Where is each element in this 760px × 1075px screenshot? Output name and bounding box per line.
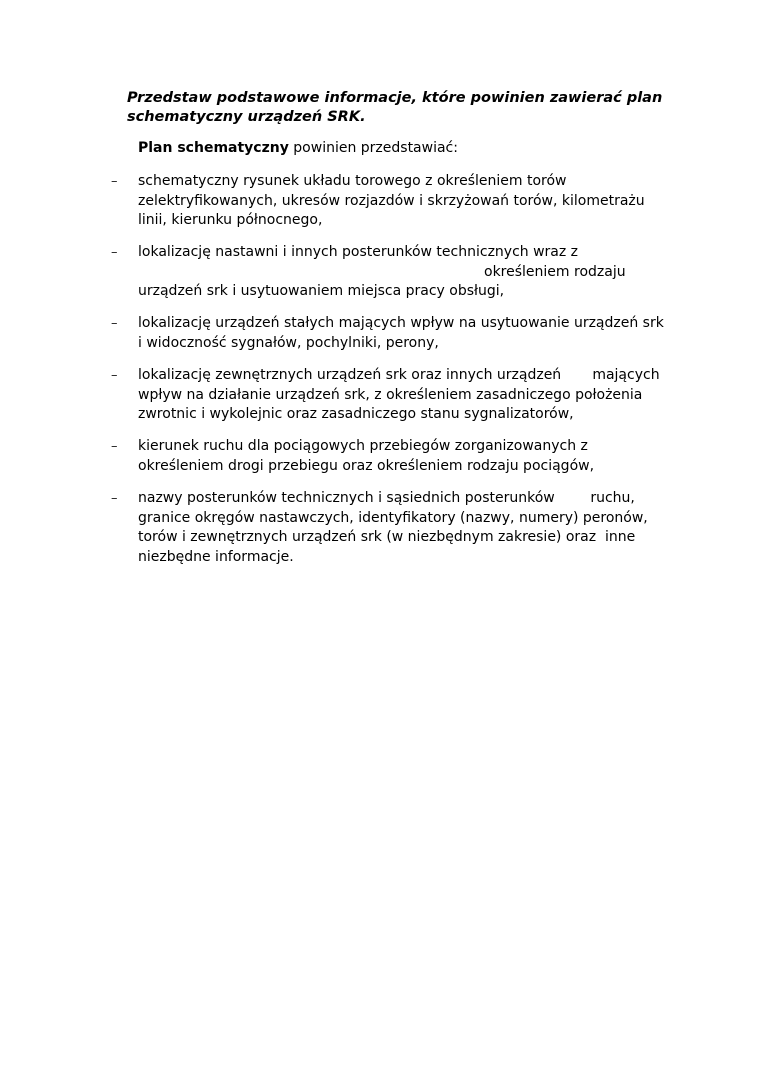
intro-bold-term: Plan schematyczny <box>138 140 289 156</box>
list-item-line: linii, kierunku północnego, <box>138 212 323 228</box>
list-item-text <box>138 489 678 567</box>
list-item-text <box>138 243 678 302</box>
list-item-text <box>138 314 678 353</box>
intro-paragraph <box>138 139 458 158</box>
list-item-line <box>138 263 678 283</box>
list-item-line: urządzeń srk i usytuowaniem miejsca pracy obsługi, <box>138 283 505 299</box>
list-item-line: kierunek ruchu dla pociągowych przebiegów zorganizowanych z <box>138 438 588 454</box>
list-item-line: lokalizację zewnętrznych urządzeń srk oraz innych urządzeń mających <box>138 367 660 383</box>
list-item-line: wpływ na działanie urządzeń srk, z określeniem zasadniczego położenia <box>138 386 643 403</box>
list-item-line: granice okręgów nastawczych, identyfikatory (nazwy, numery) peronów, <box>138 509 648 526</box>
list-item-line: niezbędne informacje. <box>138 548 294 565</box>
intro-text: powinien przedstawiać: <box>288 140 458 156</box>
list-item-line: lokalizację urządzeń stałych mających wpływ na usytuowanie urządzeń srk <box>138 315 664 331</box>
list-item-text <box>138 172 678 231</box>
list-item-text <box>138 437 678 476</box>
list-item-line: torów i zewnętrznych urządzeń srk (w niezbędnym zakresie) oraz inne <box>138 529 636 545</box>
bullet-dash: – <box>111 368 118 383</box>
list-item-line: określeniem drogi przebiegu oraz określeniem rodzaju pociągów, <box>138 457 595 474</box>
list-item-line: i widoczność sygnałów, pochylniki, perony, <box>138 334 439 351</box>
list-item-line-text: określeniem rodzaju <box>484 263 626 280</box>
bullet-dash: – <box>111 245 118 260</box>
list-item-line: nazwy posterunków technicznych i sąsiednich posterunków ruchu, <box>138 490 635 506</box>
bullet-dash: – <box>111 491 118 506</box>
question-heading: Przedstaw podstawowe informacje, które powinien zawierać plan schematyczny urządzeń SRK. <box>127 90 663 125</box>
bullet-dash: – <box>111 316 118 331</box>
list-item-line: zwrotnic i wykolejnic oraz zasadniczego stanu sygnalizatorów, <box>138 406 574 422</box>
bullet-dash: – <box>111 174 118 189</box>
list-item-line: lokalizację nastawni i innych posterunków technicznych wraz z <box>138 244 579 260</box>
list-item-line: zelektryfikowanych, ukresów rozjazdów i skrzyżowań torów, kilometrażu <box>138 192 645 209</box>
bullet-dash: – <box>111 439 118 454</box>
list-item-line: schematyczny rysunek układu torowego z określeniem torów <box>138 173 567 189</box>
list-item-text <box>138 366 678 425</box>
